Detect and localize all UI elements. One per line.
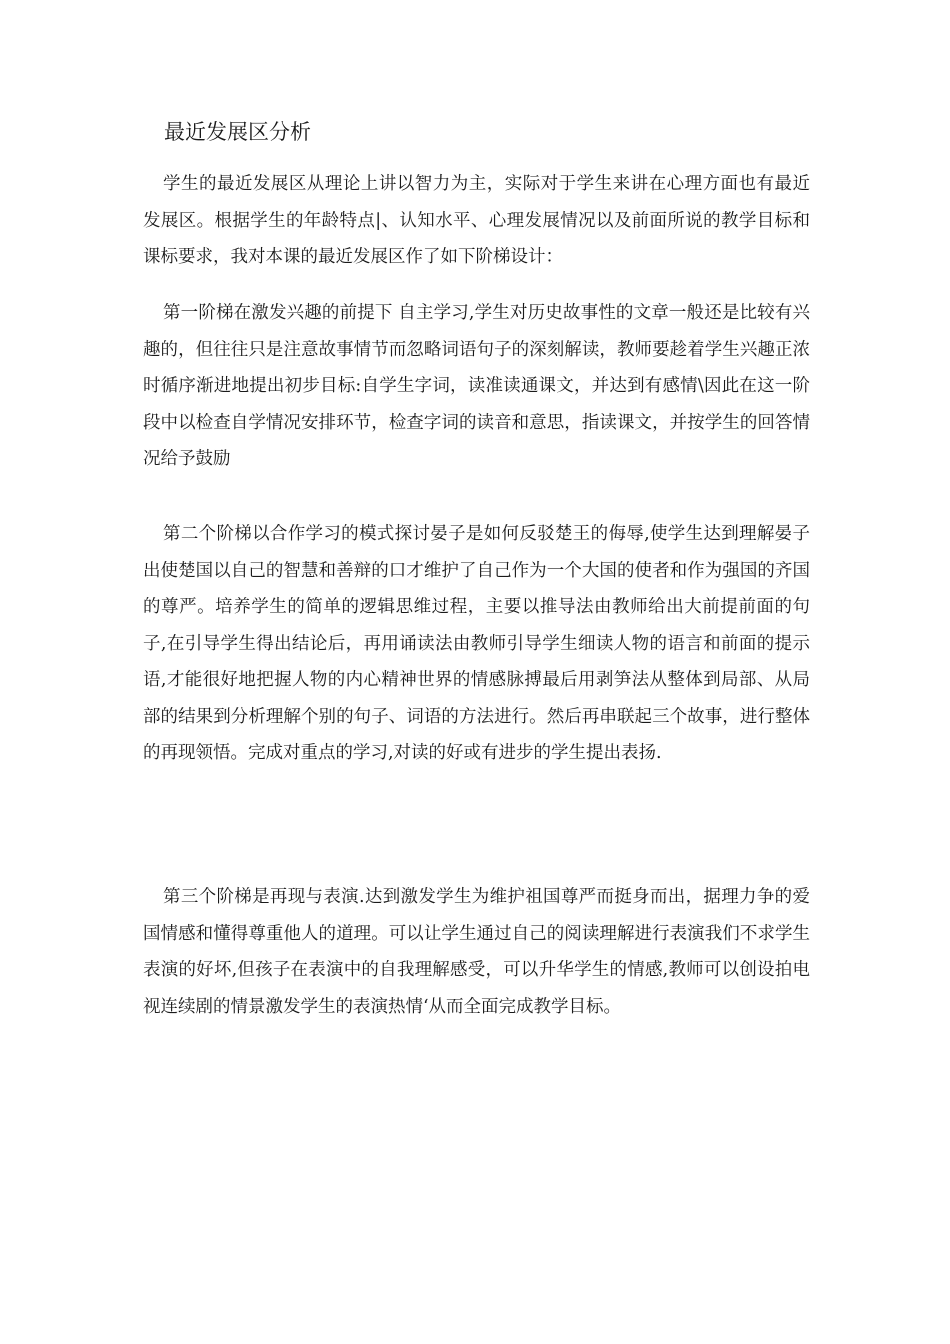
paragraph-intro: 学生的最近发展区从理论上讲以智力为主，实际对于学生来讲在心理方面也有最近发展区。根据学生的年龄特点|、认知水平、心理发展情况以及前面所说的教学目标和课标要求，我对本课的最近发展区作了如下阶梯设计： <box>143 174 810 267</box>
paragraph-stage-three: 第三个阶梯是再现与表演.达到激发学生为维护祖国尊严而挺身而出，据理力争的爱国情感和懂得尊重他人的道理。可以让学生通过自己的阅读理解进行表演我们不求学生表演的好坏,但孩子在表演中的自我理解感受，可以升华学生的情感,教师可以创设拍电视连续剧的情景激发学生的表演热情‘从而全面完成教学目标。 <box>143 887 810 1017</box>
paragraph-stage-two: 第二个阶梯以合作学习的模式探讨晏子是如何反驳楚王的侮辱,使学生达到理解晏子出使楚国以自己的智慧和善辩的口才维护了自己作为一个大国的使者和作为强国的齐国的尊严。培养学生的简单的逻辑思维过程，主要以推导法由教师给出大前提前面的句子,在引导学生得出结论后，再用诵读法由教师引导学生细读人物的语言和前面的提示语,才能很好地把握人物的内心精神世界的情感脉搏最后用剥笋法从整体到局部、从局部的结果到分析理解个别的句子、词语的方法进行。然后再串联起三个故事，进行整体的再现领悟。完成对重点的学习,对读的好或有进步的学生提出表扬. <box>143 524 810 763</box>
document-title: 最近发展区分析 <box>164 120 311 144</box>
paragraph-stage-one: 第一阶梯在激发兴趣的前提下 自主学习,学生对历史故事性的文章一般还是比较有兴趣的，但往往只是注意故事情节而忽略词语句子的深刻解读，教师要趁着学生兴趣正浓时循序渐进地提出初步目标:自学生字词，读准读通课文，并达到有感情\因此在这一阶段中以检查自学情况安排环节，检查字词的读音和意思，指读课文，并按学生的回答情况给予鼓励 <box>143 303 810 469</box>
